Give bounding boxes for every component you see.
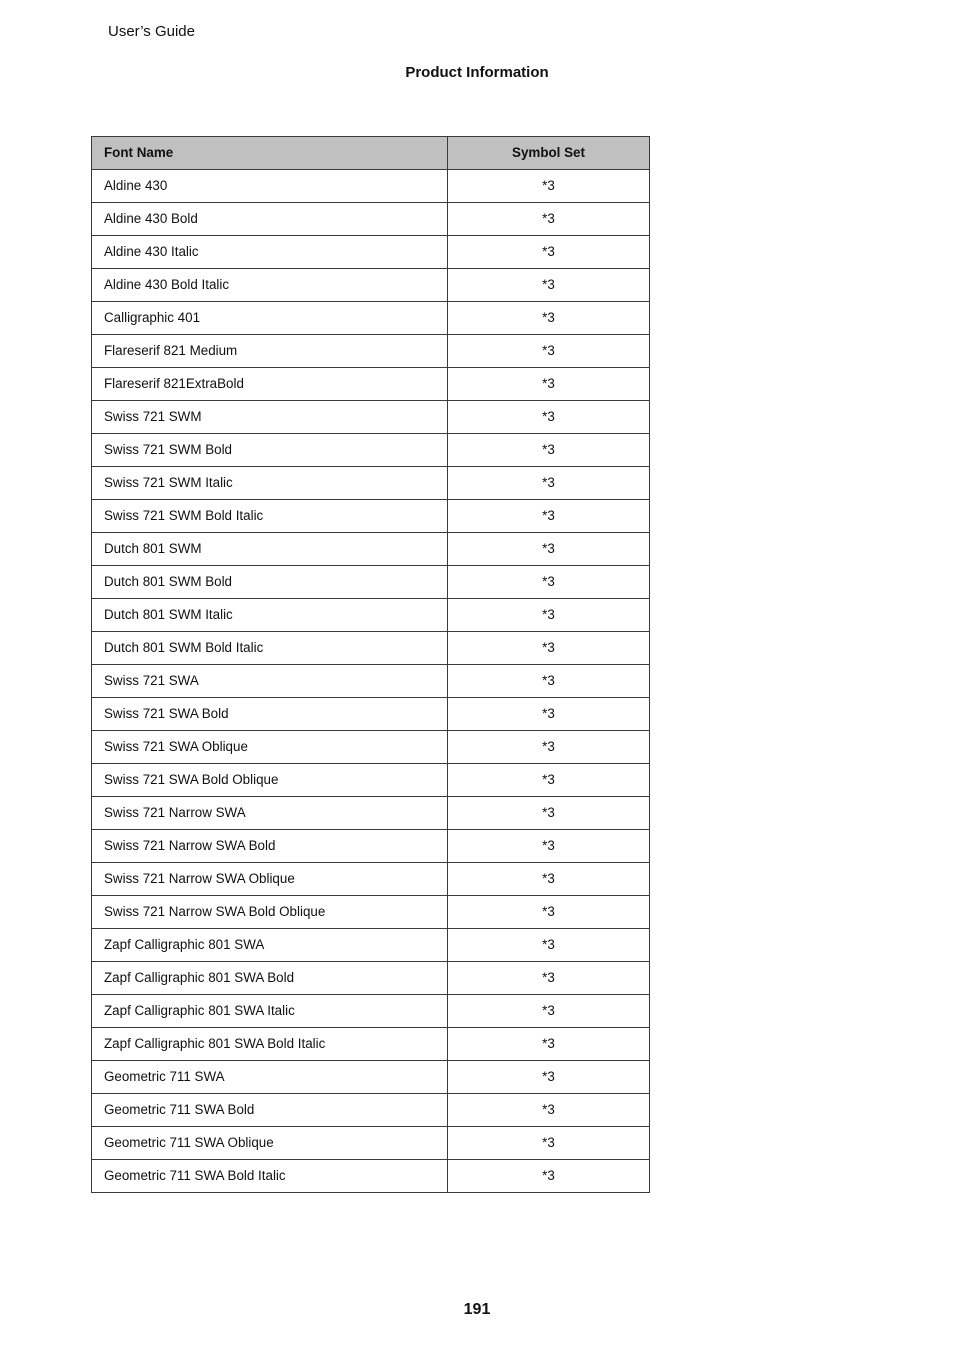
symbol-set-cell: *3 xyxy=(448,830,650,863)
table-row xyxy=(92,698,650,731)
symbol-set-cell: *3 xyxy=(448,434,650,467)
table-row xyxy=(92,1028,650,1061)
symbol-set-cell: *3 xyxy=(448,632,650,665)
font-name-cell: Calligraphic 401 xyxy=(92,302,448,335)
symbol-set-cell: *3 xyxy=(448,962,650,995)
symbol-set-cell: *3 xyxy=(448,1094,650,1127)
symbol-set-cell: *3 xyxy=(448,269,650,302)
symbol-set-cell: *3 xyxy=(448,665,650,698)
table-row xyxy=(92,1127,650,1160)
symbol-set-cell: *3 xyxy=(448,1127,650,1160)
font-name-cell: Geometric 711 SWA Bold xyxy=(92,1094,448,1127)
font-name-cell: Dutch 801 SWM Bold xyxy=(92,566,448,599)
table-row xyxy=(92,797,650,830)
symbol-set-cell: *3 xyxy=(448,731,650,764)
font-name-cell: Swiss 721 Narrow SWA Oblique xyxy=(92,863,448,896)
table-row xyxy=(92,995,650,1028)
table-row xyxy=(92,302,650,335)
font-name-cell: Flareserif 821 Medium xyxy=(92,335,448,368)
symbol-set-cell: *3 xyxy=(448,797,650,830)
table-row xyxy=(92,929,650,962)
symbol-set-cell: *3 xyxy=(448,698,650,731)
symbol-set-cell: *3 xyxy=(448,533,650,566)
symbol-set-cell: *3 xyxy=(448,566,650,599)
table-row xyxy=(92,1061,650,1094)
table-row xyxy=(92,401,650,434)
font-name-cell: Swiss 721 SWA Bold xyxy=(92,698,448,731)
table-row xyxy=(92,896,650,929)
font-name-cell: Swiss 721 SWA Bold Oblique xyxy=(92,764,448,797)
table-row xyxy=(92,863,650,896)
table-row xyxy=(92,566,650,599)
font-name-cell: Swiss 721 SWM Bold xyxy=(92,434,448,467)
font-name-cell: Swiss 721 SWM Italic xyxy=(92,467,448,500)
table-row xyxy=(92,599,650,632)
table-row xyxy=(92,269,650,302)
column-header-font-name: Font Name xyxy=(92,137,448,170)
column-header-symbol-set: Symbol Set xyxy=(448,137,650,170)
table-row xyxy=(92,434,650,467)
font-name-cell: Aldine 430 Bold Italic xyxy=(92,269,448,302)
table-row xyxy=(92,1094,650,1127)
guide-title: User’s Guide xyxy=(108,23,195,40)
table-row xyxy=(92,500,650,533)
symbol-set-cell: *3 xyxy=(448,170,650,203)
table-row xyxy=(92,368,650,401)
font-name-cell: Swiss 721 SWA Oblique xyxy=(92,731,448,764)
font-name-cell: Aldine 430 Bold xyxy=(92,203,448,236)
symbol-set-cell: *3 xyxy=(448,401,650,434)
font-name-cell: Swiss 721 SWM Bold Italic xyxy=(92,500,448,533)
font-name-cell: Dutch 801 SWM Bold Italic xyxy=(92,632,448,665)
table-row xyxy=(92,830,650,863)
section-title: Product Information xyxy=(405,64,549,81)
font-name-cell: Swiss 721 SWA xyxy=(92,665,448,698)
table-row xyxy=(92,533,650,566)
font-name-cell: Aldine 430 Italic xyxy=(92,236,448,269)
symbol-set-cell: *3 xyxy=(448,1028,650,1061)
table-row xyxy=(92,236,650,269)
table-row xyxy=(92,467,650,500)
font-name-cell: Aldine 430 xyxy=(92,170,448,203)
table-row xyxy=(92,203,650,236)
symbol-set-cell: *3 xyxy=(448,1160,650,1193)
font-name-cell: Zapf Calligraphic 801 SWA Bold Italic xyxy=(92,1028,448,1061)
table-row xyxy=(92,1160,650,1193)
font-name-cell: Geometric 711 SWA Bold Italic xyxy=(92,1160,448,1193)
symbol-set-cell: *3 xyxy=(448,896,650,929)
font-name-cell: Geometric 711 SWA Oblique xyxy=(92,1127,448,1160)
font-name-cell: Zapf Calligraphic 801 SWA Bold xyxy=(92,962,448,995)
symbol-set-cell: *3 xyxy=(448,599,650,632)
page-number: 191 xyxy=(463,1301,491,1318)
table-row xyxy=(92,962,650,995)
table-row xyxy=(92,764,650,797)
symbol-set-cell: *3 xyxy=(448,467,650,500)
table-row xyxy=(92,170,650,203)
font-name-cell: Geometric 711 SWA xyxy=(92,1061,448,1094)
table-row xyxy=(92,335,650,368)
symbol-set-cell: *3 xyxy=(448,368,650,401)
font-name-cell: Swiss 721 SWM xyxy=(92,401,448,434)
symbol-set-cell: *3 xyxy=(448,929,650,962)
font-name-cell: Flareserif 821ExtraBold xyxy=(92,368,448,401)
font-name-cell: Swiss 721 Narrow SWA xyxy=(92,797,448,830)
symbol-set-cell: *3 xyxy=(448,1061,650,1094)
table-header-row xyxy=(92,137,650,170)
font-name-cell: Zapf Calligraphic 801 SWA Italic xyxy=(92,995,448,1028)
font-name-cell: Swiss 721 Narrow SWA Bold Oblique xyxy=(92,896,448,929)
table-row xyxy=(92,632,650,665)
symbol-set-cell: *3 xyxy=(448,863,650,896)
symbol-set-cell: *3 xyxy=(448,203,650,236)
font-name-cell: Dutch 801 SWM Italic xyxy=(92,599,448,632)
symbol-set-cell: *3 xyxy=(448,236,650,269)
symbol-set-cell: *3 xyxy=(448,995,650,1028)
font-name-cell: Dutch 801 SWM xyxy=(92,533,448,566)
font-name-cell: Zapf Calligraphic 801 SWA xyxy=(92,929,448,962)
font-name-cell: Swiss 721 Narrow SWA Bold xyxy=(92,830,448,863)
table-row xyxy=(92,665,650,698)
table-body xyxy=(92,170,650,1193)
font-table xyxy=(91,136,650,1193)
symbol-set-cell: *3 xyxy=(448,302,650,335)
symbol-set-cell: *3 xyxy=(448,335,650,368)
symbol-set-cell: *3 xyxy=(448,764,650,797)
symbol-set-cell: *3 xyxy=(448,500,650,533)
table-row xyxy=(92,731,650,764)
